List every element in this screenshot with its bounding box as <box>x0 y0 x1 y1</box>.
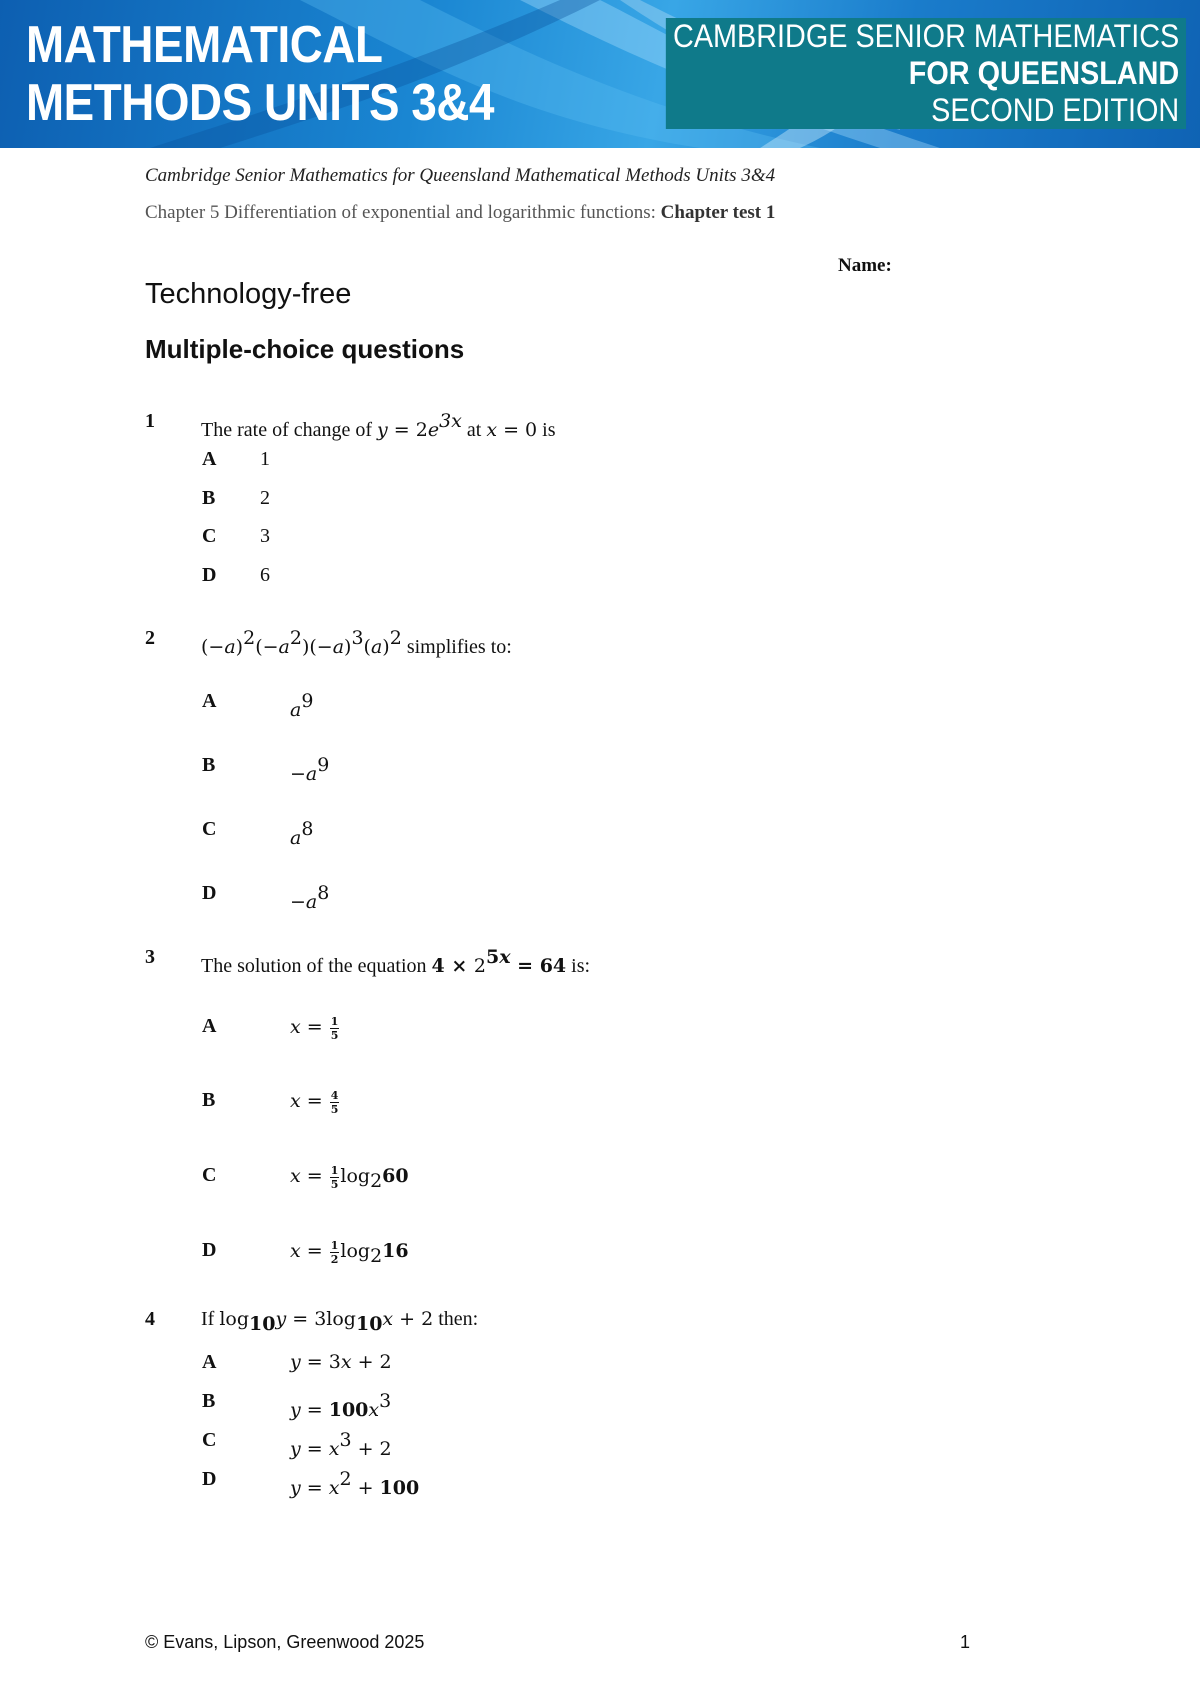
question-text: $(-a)^2(-a^2)(-a)^3(a)^2$ simplifies to: <box>201 627 512 658</box>
chapter-line: Chapter 5 Differentiation of exponential and logarithmic functions: Chapter test 1 <box>145 202 776 223</box>
series-line-1: CAMBRIDGE SENIOR MATHEMATICS <box>665 18 1186 55</box>
banner-book-title: MATHEMATICAL METHODS UNITS 3&4 <box>26 16 494 132</box>
question-text: The rate of change of $y = 2e^{3x}$ at x = 0 is <box>201 410 556 441</box>
question-number: 4 <box>145 1308 155 1330</box>
section-title: Technology-free <box>145 278 352 310</box>
page-number: 1 <box>960 1632 971 1652</box>
test-label: Chapter test 1 <box>660 202 776 223</box>
footer-copyright: © Evans, Lipson, Greenwood 2025 <box>145 1632 425 1652</box>
series-line-2: FOR QUEENSLAND <box>665 55 1186 92</box>
section-subtitle: Multiple-choice questions <box>145 334 465 364</box>
question-number: 1 <box>145 410 155 432</box>
question-text: If $\log_{10}y = 3\log_{10}x + 2$ then: <box>201 1308 479 1335</box>
question-number: 3 <box>145 946 155 968</box>
banner-series-title <box>608 18 1186 129</box>
question-number: 2 <box>145 627 155 649</box>
book-title: Cambridge Senior Mathematics for Queensland Mathematical Methods Units 3&4 <box>145 165 776 186</box>
header-banner <box>0 0 1200 148</box>
question-text: The solution of the equation $4 \times 2^{5x} = 64$ is: <box>201 946 591 977</box>
series-line-3: SECOND EDITION <box>665 92 1186 129</box>
name-label: Name: <box>838 255 892 276</box>
